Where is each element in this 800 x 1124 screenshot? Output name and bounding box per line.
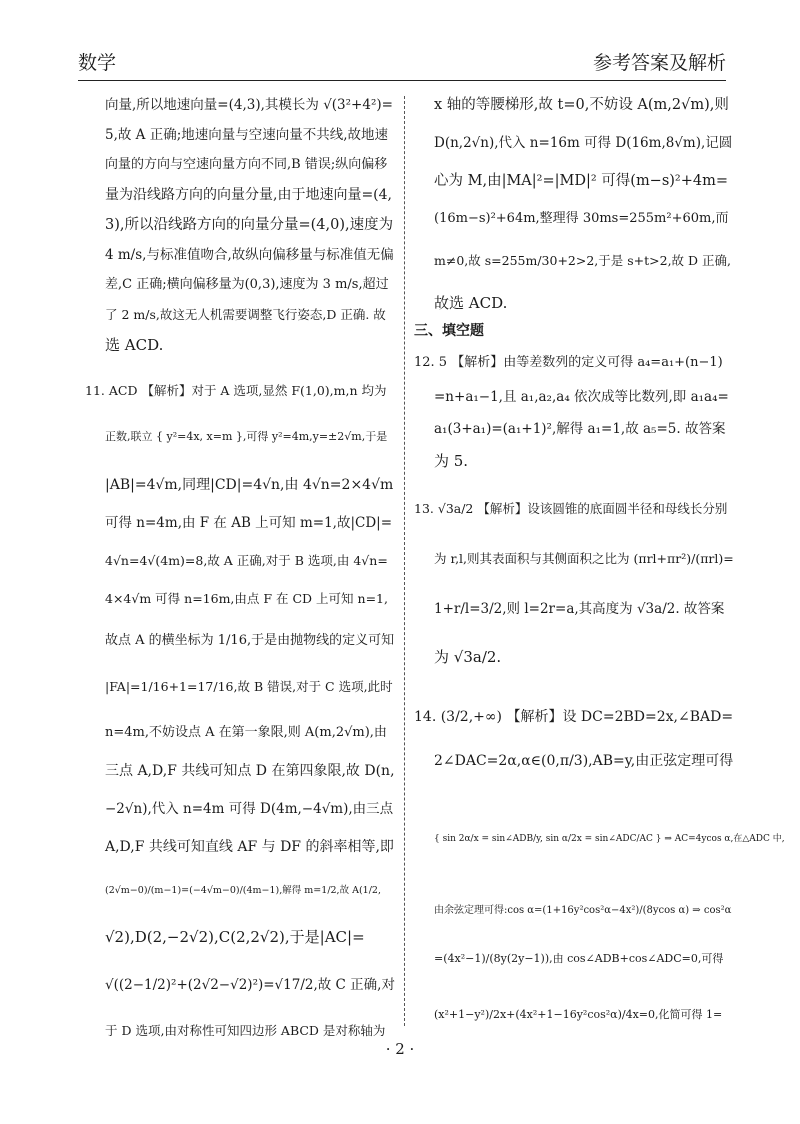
page-number: · 2 · <box>385 1040 415 1058</box>
text-line: 为 √3a/2. <box>434 648 502 666</box>
text-line: 量为沿线路方向的向量分量,由于地速向量=(4, <box>105 187 392 203</box>
text-line: 正数,联立 { y²=4x, x=m },可得 y²=4m,y=±2√m,于是 <box>105 430 388 443</box>
text-line: (x²+1−y²)/2x+(4x²+1−16y²cos²α)/4x=0,化简可得 1= <box>434 1008 723 1021</box>
text-line: −2√n),代入 n=4m 可得 D(4m,−4√m),由三点 <box>105 801 394 817</box>
text-line: 差,C 正确;横向偏移量为(0,3),速度为 3 m/s,超过 <box>105 277 389 292</box>
text-line: |AB|=4√m,同理|CD|=4√n,由 4√n=2×4√m <box>105 477 394 493</box>
question-11-start: 11. ACD 【解析】对于 A 选项,显然 F(1,0),m,n 均为 <box>85 383 387 398</box>
text-line: 心为 M,由|MA|²=|MD|² 可得(m−s)²+4m= <box>434 173 729 189</box>
text-line: 1+r/l=3/2,则 l=2r=a,其高度为 √3a/2. 故答案 <box>434 601 725 617</box>
text-line: 三点 A,D,F 共线可知点 D 在第四象限,故 D(n, <box>105 763 395 779</box>
text-line: |FA|=1/16+1=17/16,故 B 错误,对于 C 选项,此时 <box>105 679 393 694</box>
text-line: a₁(3+a₁)=(a₁+1)²,解得 a₁=1,故 a₅=5. 故答案 <box>434 421 726 437</box>
text-line: 为 r,l,则其表面积与其侧面积之比为 (πrl+πr²)/(πrl)= <box>434 551 734 566</box>
page-header <box>78 44 726 84</box>
text-line: 为 5. <box>434 452 469 470</box>
text-line: 向量,所以地速向量=(4,3),其模长为 √(3²+4²)= <box>105 97 393 113</box>
header-rule <box>78 80 726 81</box>
text-line: √2),D(2,−2√2),C(2,2√2),于是|AC|= <box>105 928 365 946</box>
text-line: √((2−1/2)²+(2√2−√2)²)=√17/2,故 C 正确,对 <box>105 977 395 993</box>
text-line: (2√m−0)/(m−1)=(−4√m−0)/(4m−1),解得 m=1/2,故 A(1/2, <box>105 885 381 896</box>
subject-label: 数学 <box>78 52 117 74</box>
text-line: 4×4√m 可得 n=16m,由点 F 在 CD 上可知 n=1, <box>105 591 388 606</box>
text-line: 4 m/s,与标准值吻合,故纵向偏移量与标准值无偏 <box>105 247 394 263</box>
text-line: 于 D 选项,由对称性可知四边形 ABCD 是对称轴为 <box>105 1023 386 1038</box>
text-line: 了 2 m/s,故这无人机需要调整飞行姿态,D 正确. 故 <box>105 307 386 322</box>
text-line: =n+a₁−1,且 a₁,a₂,a₄ 依次成等比数列,即 a₁a₄= <box>434 389 729 405</box>
text-line: 5,故 A 正确;地速向量与空速向量不共线,故地速 <box>105 127 389 143</box>
text-line: 可得 n=4m,由 F 在 AB 上可知 m=1,故|CD|= <box>105 515 393 531</box>
text-line: (16m−s)²+64m,整理得 30ms=255m²+60m,而 <box>434 211 729 226</box>
text-line: 4√n=4√(4m)=8,故 A 正确,对于 B 选项,由 4√n= <box>105 553 388 568</box>
text-line: m≠0,故 s=255m/30+2>2,于是 s+t>2,故 D 正确, <box>434 253 731 268</box>
question-13-start: 13. √3a/2 【解析】设该圆锥的底面圆半径和母线长分别 <box>414 501 728 516</box>
text-line: n=4m,不妨设点 A 在第一象限,则 A(m,2√m),由 <box>105 725 387 740</box>
section-title: 参考答案及解析 <box>592 52 726 74</box>
text-line: D(n,2√n),代入 n=16m 可得 D(16m,8√m),记圆 <box>434 135 733 151</box>
section-heading: 三、填空题 <box>414 323 484 339</box>
text-line: 故选 ACD. <box>434 294 508 312</box>
text-line: { sin 2α/x = sin∠ADB/y, sin α/2x = sin∠ADC/AC } ⇒ AC=4ycos α,在△ADC 中, <box>434 834 785 844</box>
text-line: A,D,F 共线可知直线 AF 与 DF 的斜率相等,即 <box>105 839 394 855</box>
text-line: 由余弦定理可得:cos α=(1+16y²cos²α−4x²)/(8ycos α) ⇒ cos²α <box>434 905 732 916</box>
text-line: 选 ACD. <box>105 336 164 354</box>
column-divider <box>404 96 405 1026</box>
text-line: 2∠DAC=2α,α∈(0,π/3),AB=y,由正弦定理可得 <box>434 753 734 769</box>
text-line: 向量的方向与空速向量方向不同,B 错误;纵向偏移 <box>105 157 388 172</box>
text-line: x 轴的等腰梯形,故 t=0,不妨设 A(m,2√m),则 <box>434 97 729 113</box>
text-line: 故点 A 的横坐标为 1/16,于是由抛物线的定义可知 <box>105 633 395 648</box>
question-12-start: 12. 5 【解析】由等差数列的定义可得 a₄=a₁+(n−1) <box>414 355 723 370</box>
text-line: 3),所以沿线路方向的向量分量=(4,0),速度为 <box>105 217 394 233</box>
text-line: =(4x²−1)/(8y(2y−1)),由 cos∠ADB+cos∠ADC=0,可得 <box>434 952 724 965</box>
question-14-start: 14. (3/2,+∞) 【解析】设 DC=2BD=2x,∠BAD= <box>414 709 734 725</box>
